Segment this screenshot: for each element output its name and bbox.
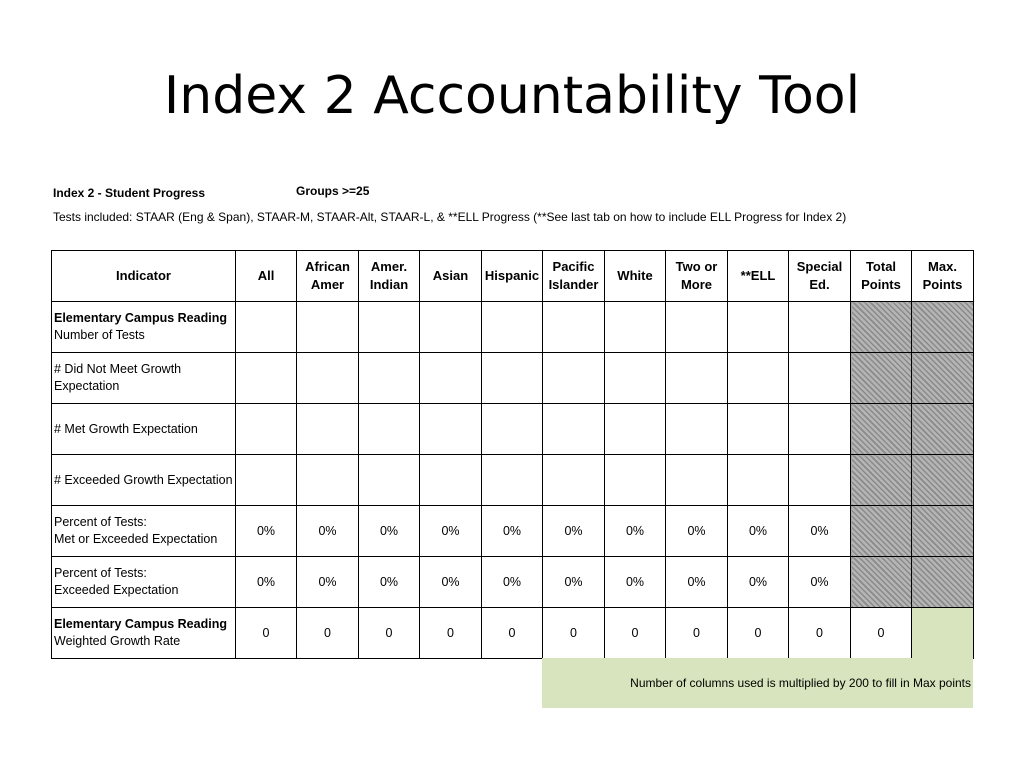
cell-special-ed[interactable] — [789, 455, 851, 506]
cell-asian[interactable] — [420, 302, 482, 353]
header-special-ed: Special Ed. — [789, 251, 851, 302]
cell-white: 0 — [605, 608, 666, 659]
cell-max-points-disabled — [912, 557, 974, 608]
header-row — [52, 251, 974, 302]
header-amer-indian: Amer. Indian — [359, 251, 420, 302]
cell-two-or-more[interactable] — [666, 353, 728, 404]
cell-all[interactable] — [236, 455, 297, 506]
cell-pacific-islander: 0% — [543, 506, 605, 557]
table-row — [52, 506, 974, 557]
cell-african-amer[interactable] — [297, 353, 359, 404]
cell-white[interactable] — [605, 455, 666, 506]
cell-all: 0% — [236, 557, 297, 608]
cell-special-ed[interactable] — [789, 302, 851, 353]
cell-amer-indian[interactable] — [359, 455, 420, 506]
cell-asian[interactable] — [420, 455, 482, 506]
cell-amer-indian: 0% — [359, 557, 420, 608]
cell-ell: 0% — [728, 557, 789, 608]
cell-pacific-islander: 0% — [543, 557, 605, 608]
index-label: Index 2 - Student Progress — [53, 186, 206, 200]
row-label: # Met Growth Expectation — [52, 404, 236, 455]
header-hispanic: Hispanic — [482, 251, 543, 302]
cell-max-points-disabled — [912, 455, 974, 506]
cell-asian: 0 — [420, 608, 482, 659]
row-label: Percent of Tests: Met or Exceeded Expectation — [52, 506, 236, 557]
header-two-or-more: Two or More — [666, 251, 728, 302]
cell-hispanic: 0% — [482, 506, 543, 557]
row-label: Elementary Campus Reading Weighted Growth Rate — [52, 608, 236, 659]
cell-african-amer: 0 — [297, 608, 359, 659]
cell-ell[interactable] — [728, 302, 789, 353]
cell-pacific-islander[interactable] — [543, 404, 605, 455]
cell-two-or-more: 0% — [666, 506, 728, 557]
cell-african-amer: 0% — [297, 506, 359, 557]
cell-total-points-disabled — [851, 302, 912, 353]
cell-max-points-disabled — [912, 506, 974, 557]
row-label: Percent of Tests: Exceeded Expectation — [52, 557, 236, 608]
cell-special-ed[interactable] — [789, 353, 851, 404]
cell-pacific-islander[interactable] — [543, 353, 605, 404]
cell-total-points-disabled — [851, 353, 912, 404]
cell-pacific-islander[interactable] — [543, 455, 605, 506]
cell-ell: 0 — [728, 608, 789, 659]
cell-amer-indian[interactable] — [359, 302, 420, 353]
cell-two-or-more: 0% — [666, 557, 728, 608]
cell-white[interactable] — [605, 302, 666, 353]
cell-asian: 0% — [420, 506, 482, 557]
cell-amer-indian[interactable] — [359, 404, 420, 455]
cell-asian[interactable] — [420, 353, 482, 404]
page-title: Index 2 Accountability Tool — [163, 66, 861, 126]
table-row — [52, 302, 974, 353]
cell-amer-indian: 0 — [359, 608, 420, 659]
header-african-amer: African Amer — [297, 251, 359, 302]
header-total-points: Total Points — [851, 251, 912, 302]
cell-two-or-more[interactable] — [666, 455, 728, 506]
table-row — [52, 455, 974, 506]
cell-max-points-input[interactable] — [912, 608, 974, 659]
cell-hispanic[interactable] — [482, 455, 543, 506]
header-all: All — [236, 251, 297, 302]
cell-african-amer[interactable] — [297, 404, 359, 455]
header-ell: **ELL — [728, 251, 789, 302]
cell-ell[interactable] — [728, 455, 789, 506]
cell-african-amer[interactable] — [297, 455, 359, 506]
header-pacific-islander: Pacific Islander — [543, 251, 605, 302]
cell-ell[interactable] — [728, 353, 789, 404]
cell-hispanic: 0% — [482, 557, 543, 608]
cell-total-points-disabled — [851, 404, 912, 455]
table-row — [52, 608, 974, 659]
cell-african-amer[interactable] — [297, 302, 359, 353]
cell-white[interactable] — [605, 404, 666, 455]
cell-ell[interactable] — [728, 404, 789, 455]
cell-all[interactable] — [236, 404, 297, 455]
table-row — [52, 557, 974, 608]
cell-all[interactable] — [236, 302, 297, 353]
cell-hispanic[interactable] — [482, 353, 543, 404]
cell-hispanic: 0 — [482, 608, 543, 659]
cell-special-ed: 0 — [789, 608, 851, 659]
cell-total-points-disabled — [851, 506, 912, 557]
cell-white[interactable] — [605, 353, 666, 404]
tests-included-text: Tests included: STAAR (Eng & Span), STAAR-M, STAAR-Alt, STAAR-L, & **ELL Progress (**See last tab on how to include ELL Progress for Index 2) — [53, 210, 847, 224]
cell-pacific-islander: 0 — [543, 608, 605, 659]
row-label: # Did Not Meet Growth Expectation — [52, 353, 236, 404]
cell-hispanic[interactable] — [482, 302, 543, 353]
cell-max-points-disabled — [912, 353, 974, 404]
cell-special-ed: 0% — [789, 506, 851, 557]
cell-special-ed: 0% — [789, 557, 851, 608]
cell-total-points-disabled — [851, 557, 912, 608]
header-indicator: Indicator — [52, 251, 236, 302]
row-label: Elementary Campus Reading Number of Tests — [52, 302, 236, 353]
cell-special-ed[interactable] — [789, 404, 851, 455]
cell-all[interactable] — [236, 353, 297, 404]
header-white: White — [605, 251, 666, 302]
cell-two-or-more[interactable] — [666, 302, 728, 353]
cell-total-points-disabled — [851, 455, 912, 506]
cell-hispanic[interactable] — [482, 404, 543, 455]
header-max-points: Max. Points — [912, 251, 974, 302]
max-points-note: Number of columns used is multiplied by 200 to fill in Max points — [542, 658, 973, 708]
groups-label: Groups >=25 — [296, 184, 370, 198]
header-asian: Asian — [420, 251, 482, 302]
accountability-table — [51, 250, 974, 659]
table-row — [52, 404, 974, 455]
cell-african-amer: 0% — [297, 557, 359, 608]
cell-pacific-islander[interactable] — [543, 302, 605, 353]
cell-two-or-more: 0 — [666, 608, 728, 659]
cell-all: 0% — [236, 506, 297, 557]
cell-amer-indian: 0% — [359, 506, 420, 557]
cell-max-points-disabled — [912, 302, 974, 353]
cell-white: 0% — [605, 557, 666, 608]
cell-white: 0% — [605, 506, 666, 557]
cell-all: 0 — [236, 608, 297, 659]
cell-total-points: 0 — [851, 608, 912, 659]
table-row — [52, 353, 974, 404]
row-label: # Exceeded Growth Expectation — [52, 455, 236, 506]
cell-two-or-more[interactable] — [666, 404, 728, 455]
cell-amer-indian[interactable] — [359, 353, 420, 404]
cell-max-points-disabled — [912, 404, 974, 455]
cell-asian[interactable] — [420, 404, 482, 455]
cell-asian: 0% — [420, 557, 482, 608]
cell-ell: 0% — [728, 506, 789, 557]
